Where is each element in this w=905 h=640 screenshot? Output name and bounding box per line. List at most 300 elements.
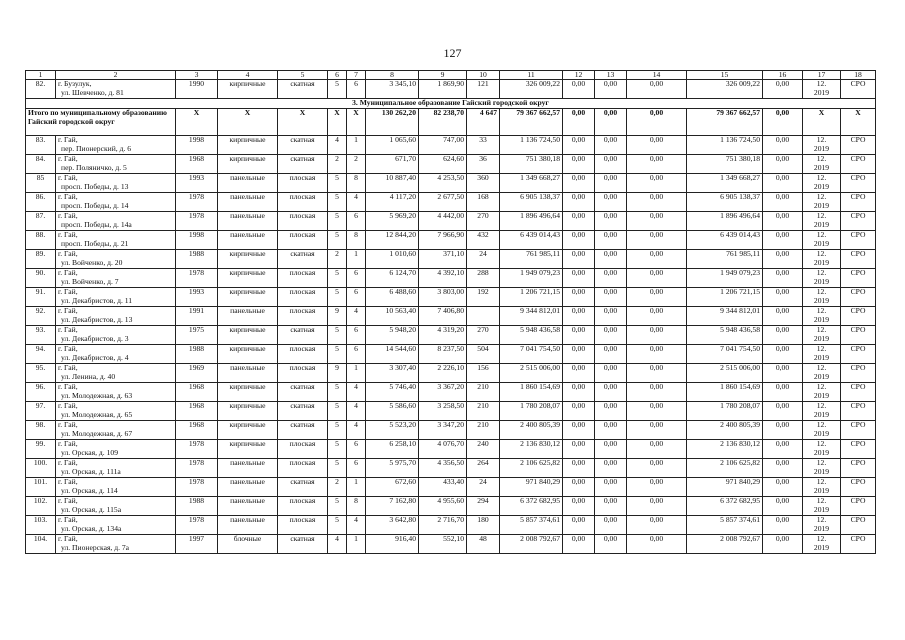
table-row [26, 402, 876, 421]
address-street: ул. Орская, д. 111а [61, 466, 121, 476]
cost-col12: 0,00 [563, 288, 595, 307]
wall-material: панельные [218, 459, 278, 478]
completion-date [803, 345, 841, 364]
cost-col15: 326 009,22 [687, 80, 763, 99]
address-city: г. Гай, [58, 534, 78, 544]
residents: 33 [467, 136, 500, 155]
roof-type: плоская [278, 288, 328, 307]
residential-area: 3 347,20 [419, 421, 467, 440]
cost-col14: 0,00 [627, 535, 687, 554]
cost-col13: 0,00 [595, 80, 627, 99]
build-year: 1993 [176, 288, 218, 307]
address-city: г. Гай, [58, 306, 78, 316]
residents: 294 [467, 497, 500, 516]
completion-date [803, 402, 841, 421]
completion-year: 2019 [813, 352, 830, 362]
cost-col14: 0,00 [627, 307, 687, 326]
repair-cost: 6 905 138,37 [500, 193, 563, 212]
repair-cost: 1 349 668,27 [500, 174, 563, 193]
address [56, 193, 176, 212]
completion-year: 2019 [813, 200, 830, 210]
completion-date [803, 497, 841, 516]
column-number: 5 [278, 71, 328, 80]
wall-material: кирпичные [218, 345, 278, 364]
address-street: ул. Орская, д. 109 [61, 447, 118, 457]
completion-date [803, 193, 841, 212]
floors: 4 [328, 136, 347, 155]
cost-col12: 0,00 [563, 136, 595, 155]
completion-year: 2019 [813, 542, 830, 552]
cost-col16: 0,00 [763, 383, 803, 402]
completion-month: 12. [816, 287, 827, 297]
row-number: 91. [26, 288, 56, 307]
address [56, 440, 176, 459]
total-area: 10 887,40 [366, 174, 419, 193]
method: СРО [841, 250, 876, 269]
column-number: 18 [841, 71, 876, 80]
completion-month: 12. [816, 344, 827, 354]
completion-year: 2019 [813, 238, 830, 248]
table-row [26, 345, 876, 364]
residential-area: 624,60 [419, 155, 467, 174]
address-city: г. Гай, [58, 515, 78, 525]
wall-material: панельные [218, 364, 278, 383]
address-city: г. Бузулук, [58, 79, 92, 89]
address [56, 402, 176, 421]
floors: 5 [328, 440, 347, 459]
residents: 210 [467, 383, 500, 402]
cost-col14: 0,00 [627, 478, 687, 497]
completion-date [803, 250, 841, 269]
row-number: 93. [26, 326, 56, 345]
completion-date [803, 516, 841, 535]
entrances: 6 [347, 326, 366, 345]
cost-col16: 0,00 [763, 364, 803, 383]
cost-col16: 0,00 [763, 269, 803, 288]
total-area: 672,60 [366, 478, 419, 497]
completion-year: 2019 [813, 504, 830, 514]
column-number: 16 [763, 71, 803, 80]
cost-col15: 1 780 208,07 [687, 402, 763, 421]
roof-type: плоская [278, 307, 328, 326]
address [56, 326, 176, 345]
repair-cost: 6 439 014,43 [500, 231, 563, 250]
row-number: 102. [26, 497, 56, 516]
build-year: 1978 [176, 440, 218, 459]
entrances: 8 [347, 174, 366, 193]
table-row [26, 231, 876, 250]
residential-area: 747,00 [419, 136, 467, 155]
total-area: 10 563,40 [366, 307, 419, 326]
cost-col12: 0,00 [563, 440, 595, 459]
residents: 504 [467, 345, 500, 364]
table-row [26, 383, 876, 402]
cost-col16: 0,00 [763, 440, 803, 459]
row-number: 87. [26, 212, 56, 231]
residents: 288 [467, 269, 500, 288]
total-area: 5 969,20 [366, 212, 419, 231]
wall-material: панельные [218, 497, 278, 516]
address [56, 250, 176, 269]
address-street: ул. Орская, д. 134а [61, 523, 122, 533]
roof-type: плоская [278, 440, 328, 459]
completion-year: 2019 [813, 143, 830, 153]
column-number: 7 [347, 71, 366, 80]
build-year: 1978 [176, 516, 218, 535]
row-number: 101. [26, 478, 56, 497]
cost-col13: 0,00 [595, 155, 627, 174]
build-year: 1968 [176, 402, 218, 421]
cost-col16: 0,00 [763, 535, 803, 554]
entrances: 1 [347, 250, 366, 269]
build-year: 1978 [176, 459, 218, 478]
cost-col16: 0,00 [763, 80, 803, 99]
cost-col14: 0,00 [627, 402, 687, 421]
column-number: 3 [176, 71, 218, 80]
residents: 156 [467, 364, 500, 383]
residential-area: 4 076,70 [419, 440, 467, 459]
residential-area: 3 258,50 [419, 402, 467, 421]
method: СРО [841, 307, 876, 326]
wall-material: панельные [218, 174, 278, 193]
cost-col14: 0,00 [627, 364, 687, 383]
completion-month: 12. [816, 135, 827, 145]
completion-date [803, 212, 841, 231]
cost-col13: 0,00 [595, 288, 627, 307]
total-cost-col16: 0,00 [763, 109, 803, 136]
address-city: г. Гай, [58, 477, 78, 487]
method: СРО [841, 174, 876, 193]
repair-cost: 1 896 496,64 [500, 212, 563, 231]
cost-col14: 0,00 [627, 80, 687, 99]
table-row [26, 516, 876, 535]
cost-col13: 0,00 [595, 383, 627, 402]
repair-cost: 6 372 682,95 [500, 497, 563, 516]
wall-material: панельные [218, 516, 278, 535]
total-area: 130 262,20 [366, 109, 419, 136]
build-year: 1998 [176, 136, 218, 155]
column-number: 12 [563, 71, 595, 80]
column-number: 17 [803, 71, 841, 80]
entrances: 4 [347, 193, 366, 212]
repair-cost: 751 380,18 [500, 155, 563, 174]
cost-col13: 0,00 [595, 516, 627, 535]
cost-col12: 0,00 [563, 516, 595, 535]
method: СРО [841, 136, 876, 155]
cost-col12: 0,00 [563, 307, 595, 326]
table-row [26, 459, 876, 478]
repair-cost: 2 106 625,82 [500, 459, 563, 478]
table-row [26, 535, 876, 554]
method: СРО [841, 80, 876, 99]
build-year: 1968 [176, 155, 218, 174]
entrances: 4 [347, 383, 366, 402]
address-city: г. Гай, [58, 382, 78, 392]
repair-cost: 2 008 792,67 [500, 535, 563, 554]
completion-year: 2019 [813, 257, 830, 267]
residential-area: 4 356,50 [419, 459, 467, 478]
completion-date [803, 326, 841, 345]
entrances: 1 [347, 364, 366, 383]
cost-col15: 2 515 006,00 [687, 364, 763, 383]
completion-month: 12. [816, 477, 827, 487]
build-year: 1988 [176, 497, 218, 516]
address-city: г. Гай, [58, 287, 78, 297]
completion-year: 2019 [813, 162, 830, 172]
repair-cost: 761 985,11 [500, 250, 563, 269]
method: СРО [841, 193, 876, 212]
cost-col16: 0,00 [763, 497, 803, 516]
residential-area: 433,40 [419, 478, 467, 497]
row-number: 103. [26, 516, 56, 535]
floors: 5 [328, 326, 347, 345]
method: СРО [841, 440, 876, 459]
repair-cost: 971 840,29 [500, 478, 563, 497]
total-area: 5 586,60 [366, 402, 419, 421]
cost-col15: 7 041 754,50 [687, 345, 763, 364]
repair-cost: 5 948 436,58 [500, 326, 563, 345]
cost-col15: 971 840,29 [687, 478, 763, 497]
residential-area: 2 677,50 [419, 193, 467, 212]
cost-col16: 0,00 [763, 478, 803, 497]
roof-type: плоская [278, 345, 328, 364]
cost-col13: 0,00 [595, 364, 627, 383]
completion-year: 2019 [813, 333, 830, 343]
cost-col12: 0,00 [563, 497, 595, 516]
residential-area: 1 869,90 [419, 80, 467, 99]
address [56, 535, 176, 554]
residents: 48 [467, 535, 500, 554]
residential-area: 7 966,90 [419, 231, 467, 250]
residential-area: 2 716,70 [419, 516, 467, 535]
cost-col13: 0,00 [595, 497, 627, 516]
method: СРО [841, 326, 876, 345]
build-year: 1993 [176, 174, 218, 193]
cost-col12: 0,00 [563, 231, 595, 250]
cost-col16: 0,00 [763, 288, 803, 307]
total-x: X [328, 109, 347, 136]
roof-type: плоская [278, 193, 328, 212]
cost-col12: 0,00 [563, 459, 595, 478]
total-x: X [278, 109, 328, 136]
cost-col13: 0,00 [595, 250, 627, 269]
cost-col12: 0,00 [563, 250, 595, 269]
column-number: 8 [366, 71, 419, 80]
cost-col13: 0,00 [595, 136, 627, 155]
completion-month: 12. [816, 515, 827, 525]
residential-area: 8 237,50 [419, 345, 467, 364]
completion-date [803, 364, 841, 383]
residential-area: 4 392,10 [419, 269, 467, 288]
build-year: 1990 [176, 80, 218, 99]
completion-year: 2019 [813, 87, 830, 97]
cost-col16: 0,00 [763, 250, 803, 269]
residential-area: 3 803,00 [419, 288, 467, 307]
total-area: 6 488,60 [366, 288, 419, 307]
address-street: ул. Войченко, д. 7 [61, 276, 119, 286]
entrances: 6 [347, 459, 366, 478]
build-year: 1991 [176, 307, 218, 326]
row-number: 89. [26, 250, 56, 269]
cost-col13: 0,00 [595, 402, 627, 421]
address-street: пер. Поляничко, д. 5 [61, 162, 127, 172]
residential-area: 4 253,50 [419, 174, 467, 193]
cost-col13: 0,00 [595, 478, 627, 497]
cost-col14: 0,00 [627, 136, 687, 155]
residents: 180 [467, 516, 500, 535]
row-number: 90. [26, 269, 56, 288]
method: СРО [841, 516, 876, 535]
cost-col14: 0,00 [627, 440, 687, 459]
entrances: 1 [347, 136, 366, 155]
completion-date [803, 269, 841, 288]
address-street: ул. Декабристов, д. 3 [61, 333, 129, 343]
completion-year: 2019 [813, 447, 830, 457]
cost-col14: 0,00 [627, 383, 687, 402]
address-street: просп. Победы, д. 13 [61, 181, 129, 191]
wall-material: панельные [218, 231, 278, 250]
completion-month: 12. [816, 230, 827, 240]
address-street: ул. Орская, д. 114 [61, 485, 118, 495]
table-row [26, 250, 876, 269]
total-x: X [347, 109, 366, 136]
address [56, 80, 176, 99]
completion-year: 2019 [813, 295, 830, 305]
floors: 5 [328, 383, 347, 402]
residents [467, 307, 500, 326]
column-number: 10 [467, 71, 500, 80]
residents: 24 [467, 478, 500, 497]
total-area: 4 117,20 [366, 193, 419, 212]
table-row [26, 478, 876, 497]
roof-type: скатная [278, 155, 328, 174]
total-x: X [218, 109, 278, 136]
entrances: 6 [347, 212, 366, 231]
total-cost-col15: 79 367 662,57 [687, 109, 763, 136]
floors: 5 [328, 212, 347, 231]
cost-col12: 0,00 [563, 326, 595, 345]
total-cost-col12: 0,00 [563, 109, 595, 136]
address-city: г. Гай, [58, 439, 78, 449]
wall-material: кирпичные [218, 136, 278, 155]
cost-col13: 0,00 [595, 307, 627, 326]
repair-cost: 326 009,22 [500, 80, 563, 99]
floors: 5 [328, 231, 347, 250]
build-year: 1968 [176, 383, 218, 402]
roof-type: плоская [278, 231, 328, 250]
table-row [26, 326, 876, 345]
cost-col16: 0,00 [763, 155, 803, 174]
floors: 2 [328, 155, 347, 174]
completion-date [803, 174, 841, 193]
address-city: г. Гай, [58, 458, 78, 468]
address-street: ул. Орская, д. 115а [61, 504, 122, 514]
completion-date [803, 288, 841, 307]
entrances: 2 [347, 155, 366, 174]
repair-cost: 1 206 721,15 [500, 288, 563, 307]
completion-month: 12. [816, 249, 827, 259]
cost-col15: 6 439 014,43 [687, 231, 763, 250]
entrances: 6 [347, 269, 366, 288]
completion-date [803, 478, 841, 497]
cost-col16: 0,00 [763, 212, 803, 231]
table-row [26, 440, 876, 459]
column-number: 14 [627, 71, 687, 80]
section-title-row [26, 99, 876, 109]
residential-area: 3 367,20 [419, 383, 467, 402]
build-year: 1978 [176, 269, 218, 288]
completion-date [803, 535, 841, 554]
wall-material: кирпичные [218, 155, 278, 174]
row-number: 88. [26, 231, 56, 250]
row-number: 94. [26, 345, 56, 364]
floors: 5 [328, 288, 347, 307]
address-city: г. Гай, [58, 496, 78, 506]
method: СРО [841, 383, 876, 402]
cost-col13: 0,00 [595, 421, 627, 440]
cost-col15: 1 136 724,50 [687, 136, 763, 155]
total-area: 5 523,20 [366, 421, 419, 440]
cost-col15: 6 372 682,95 [687, 497, 763, 516]
method: СРО [841, 402, 876, 421]
cost-col13: 0,00 [595, 345, 627, 364]
entrances: 4 [347, 307, 366, 326]
residents: 270 [467, 212, 500, 231]
repair-cost: 1 780 208,07 [500, 402, 563, 421]
wall-material: кирпичные [218, 250, 278, 269]
roof-type: скатная [278, 535, 328, 554]
address [56, 288, 176, 307]
row-number: 92. [26, 307, 56, 326]
repair-cost: 1 949 079,23 [500, 269, 563, 288]
address [56, 269, 176, 288]
total-cost-col13: 0,00 [595, 109, 627, 136]
address [56, 497, 176, 516]
cost-col12: 0,00 [563, 155, 595, 174]
floors: 4 [328, 535, 347, 554]
total-area: 5 975,70 [366, 459, 419, 478]
cost-col12: 0,00 [563, 212, 595, 231]
entrances: 6 [347, 345, 366, 364]
roof-type: скатная [278, 136, 328, 155]
total-area: 3 307,40 [366, 364, 419, 383]
table-row [26, 80, 876, 99]
address-street: ул. Декабристов, д. 13 [61, 314, 133, 324]
completion-year: 2019 [813, 371, 830, 381]
floors: 5 [328, 402, 347, 421]
address-street: просп. Победы, д. 14 [61, 200, 129, 210]
row-number: 95. [26, 364, 56, 383]
build-year: 1969 [176, 364, 218, 383]
cost-col14: 0,00 [627, 459, 687, 478]
cost-col16: 0,00 [763, 459, 803, 478]
address-street: ул. Пионерская, д. 7а [61, 542, 130, 552]
build-year: 1978 [176, 478, 218, 497]
build-year: 1988 [176, 345, 218, 364]
method: СРО [841, 155, 876, 174]
residents: 36 [467, 155, 500, 174]
address-street: ул. Войченко, д. 20 [61, 257, 123, 267]
method: СРО [841, 535, 876, 554]
residents: 432 [467, 231, 500, 250]
total-area: 5 948,20 [366, 326, 419, 345]
roof-type: скатная [278, 478, 328, 497]
address [56, 307, 176, 326]
build-year: 1978 [176, 212, 218, 231]
completion-month: 12. [816, 382, 827, 392]
floors: 5 [328, 269, 347, 288]
repair-cost: 7 041 754,50 [500, 345, 563, 364]
